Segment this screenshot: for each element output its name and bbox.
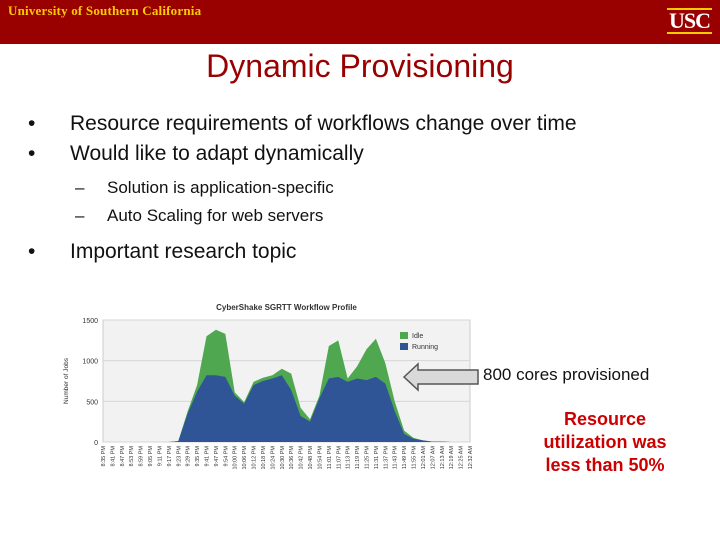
chart-x-tick-label: 10:54 PM [317, 446, 324, 470]
header-bar [0, 0, 720, 44]
chart-x-tick-label: 8:59 PM [138, 446, 145, 467]
sub-bullet-item [75, 178, 334, 206]
chart-x-tick-label: 9:23 PM [176, 446, 183, 467]
chart-x-tick-label: 12:19 AM [449, 446, 456, 470]
chart-y-tick-label: 1500 [82, 318, 98, 325]
legend-swatch-running [400, 343, 408, 350]
dash-icon: – [75, 206, 85, 225]
slide-title: Dynamic Provisioning [206, 48, 514, 84]
chart-x-tick-label: 12:07 AM [430, 446, 437, 470]
bullet-item [28, 142, 577, 174]
chart-x-tick-label: 10:42 PM [298, 446, 305, 470]
chart-x-tick-label: 9:05 PM [148, 446, 155, 467]
chart-x-tick-label: 8:35 PM [101, 446, 107, 467]
chart-x-tick-label: 11:07 PM [336, 446, 343, 470]
chart-x-tick-label: 9:17 PM [166, 446, 173, 467]
chart-x-tick-label: 10:30 PM [279, 446, 286, 470]
chart-x-tick-label: 10:18 PM [260, 446, 267, 470]
chart-x-tick-label: 10:06 PM [242, 446, 249, 470]
sub-bullet-text: Auto Scaling for web servers [107, 206, 324, 225]
bullet-dot-icon: • [28, 112, 36, 135]
legend-label-idle: Idle [412, 333, 424, 340]
chart-x-tick-label: 9:11 PM [157, 446, 164, 467]
chart-x-tick-label: 8:47 PM [119, 446, 126, 467]
chart-x-tick-label: 10:12 PM [251, 446, 258, 470]
bullet-list [28, 112, 577, 174]
note-line: Resource [563, 409, 647, 429]
note-line: less than 50% [545, 455, 665, 475]
chart-x-tick-label: 8:41 PM [110, 446, 117, 467]
note-line: utilization was [543, 432, 667, 452]
sub-bullet-text: Solution is application-specific [107, 178, 334, 197]
chart-x-tick-label: 11:49 PM [402, 446, 409, 470]
chart-x-tick-label: 11:13 PM [345, 446, 352, 470]
university-name: University of Southern California [8, 3, 202, 18]
chart-x-tick-label: 11:25 PM [364, 446, 371, 470]
left-arrow-icon [402, 362, 480, 392]
chart-x-tick-label: 11:01 PM [326, 446, 333, 470]
chart-x-tick-label: 11:43 PM [392, 446, 399, 470]
chart-x-tick-label: 12:01 AM [420, 446, 427, 470]
bullet-text: Resource requirements of workflows change over time [70, 112, 577, 135]
chart-y-tick-label: 500 [86, 399, 98, 407]
bullet-item [28, 112, 577, 142]
usc-logo: USC [668, 8, 710, 33]
bullet-text: Would like to adapt dynamically [70, 142, 364, 165]
dash-icon: – [75, 178, 85, 197]
sub-bullet-list [75, 178, 334, 234]
chart-x-tick-label: 10:36 PM [289, 446, 296, 470]
chart-x-tick-label: 12:13 AM [439, 446, 446, 470]
chart-y-axis-label: Number of Jobs [63, 358, 70, 404]
chart-x-tick-label: 12:25 AM [458, 446, 465, 470]
legend-label-running: Running [412, 344, 439, 351]
chart-x-tick-label: 9:47 PM [213, 446, 220, 467]
chart-x-tick-label: 9:29 PM [185, 446, 192, 467]
chart-y-tick-label: 1000 [82, 358, 98, 366]
chart-x-tick-label: 10:00 PM [232, 446, 239, 470]
bullet-text: Important research topic [70, 240, 297, 263]
legend-swatch-idle [400, 332, 408, 339]
chart-x-tick-label: 9:54 PM [223, 446, 230, 467]
chart-x-tick-label: 8:53 PM [129, 446, 136, 467]
chart-x-tick-label: 11:31 PM [373, 446, 380, 470]
bullet-dot-icon: • [28, 142, 36, 165]
chart-x-tick-label: 10:24 PM [270, 446, 277, 470]
chart-x-tick-label: 11:55 PM [411, 446, 418, 470]
chart-x-tick-label: 9:35 PM [195, 446, 202, 467]
bullet-dot-icon: • [28, 240, 36, 263]
chart-x-tick-label: 10:48 PM [308, 446, 315, 470]
chart-x-tick-label: 9:41 PM [204, 446, 211, 467]
chart-x-tick-label: 11:37 PM [383, 446, 390, 470]
callout-text: 800 cores provisioned [483, 365, 650, 384]
sub-bullet-item [75, 206, 334, 234]
chart-x-tick-label: 11:19 PM [355, 446, 362, 470]
chart-x-tick-label: 12:32 AM [468, 446, 474, 470]
chart-title: CyberShake SGRTT Workflow Profile [216, 303, 357, 312]
utilization-note [520, 408, 690, 477]
chart-y-tick-label: 0 [94, 440, 98, 447]
